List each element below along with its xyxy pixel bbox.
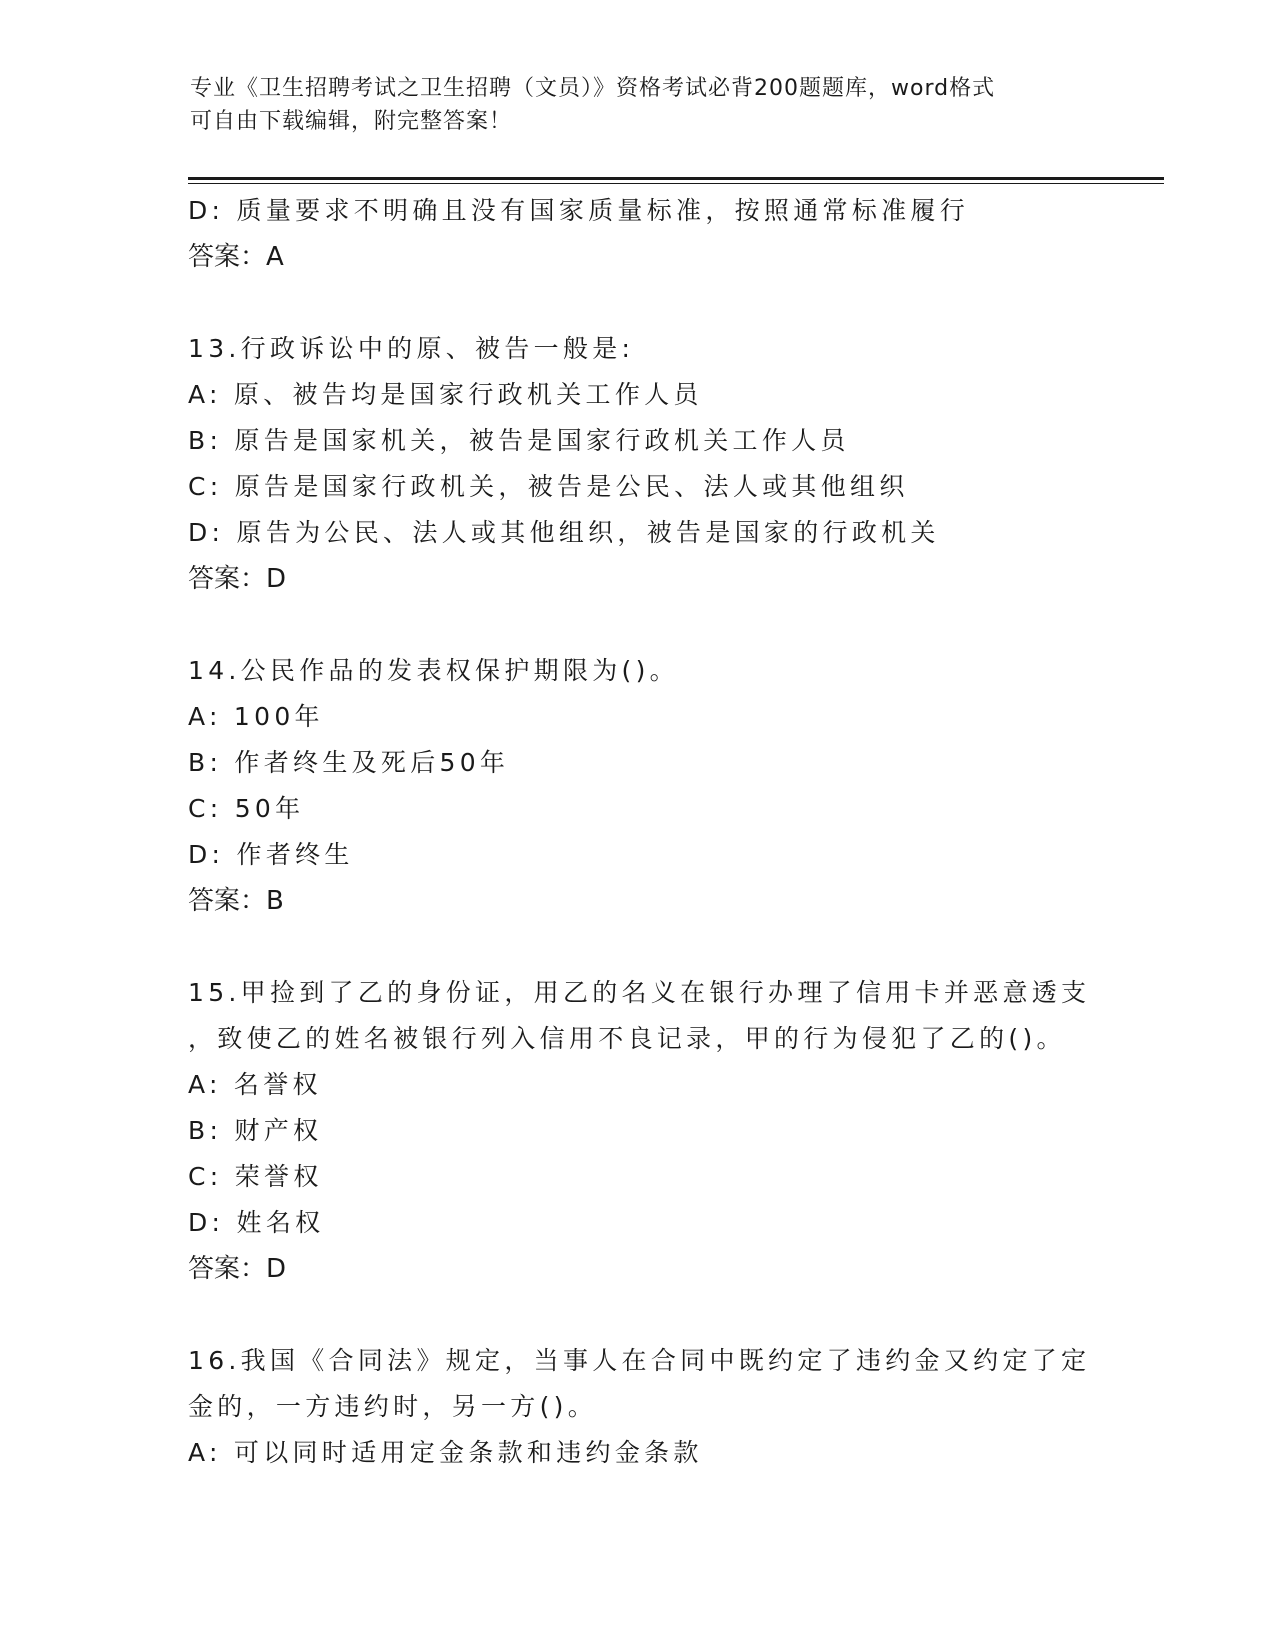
header-divider-thick: [188, 177, 1164, 180]
spacer: [188, 280, 1088, 326]
header-divider-thin: [188, 183, 1164, 184]
question-stem-line-2: ，致使乙的姓名被银行列入信用不良记录，甲的行为侵犯了乙的()。: [188, 1024, 1066, 1053]
option-a: A: 100年: [188, 702, 324, 731]
spacer: [188, 602, 1088, 648]
answer: 答案：B: [188, 886, 284, 916]
header-title-line-1: 专业《卫生招聘考试之卫生招聘（文员）》资格考试必背200题题库，word格式: [190, 76, 996, 101]
answer: 答案：D: [188, 1254, 287, 1284]
question-stem-line-1: 16.我国《合同法》规定，当事人在合同中既约定了违约金又约定了定: [188, 1346, 1091, 1375]
answer: 答案：A: [188, 242, 284, 272]
option-d: D: 姓名权: [188, 1208, 325, 1237]
question-stem-line-2: 金的，一方违约时，另一方()。: [188, 1392, 598, 1421]
question-list: [188, 188, 1091, 1476]
document-header: [190, 72, 1090, 138]
question-stem: 13.行政诉讼中的原、被告一般是:: [188, 334, 635, 363]
question-15: [188, 970, 1091, 1292]
option-c: C: 荣誉权: [188, 1162, 323, 1191]
spacer: [188, 1292, 1088, 1338]
option-d: D: 原告为公民、法人或其他组织，被告是国家的行政机关: [188, 518, 940, 547]
option-b: B: 原告是国家机关，被告是国家行政机关工作人员: [188, 426, 850, 455]
option-b: B: 作者终生及死后50年: [188, 748, 510, 777]
option-c: C: 原告是国家行政机关，被告是公民、法人或其他组织: [188, 472, 909, 501]
question-13: [188, 326, 1088, 602]
option-a: A: 名誉权: [188, 1070, 322, 1099]
option-d: D: 质量要求不明确且没有国家质量标准，按照通常标准履行: [188, 196, 970, 225]
question-stem-line-1: 15.甲捡到了乙的身份证，用乙的名义在银行办理了信用卡并恶意透支: [188, 978, 1091, 1007]
option-a: A: 原、被告均是国家行政机关工作人员: [188, 380, 703, 409]
option-b: B: 财产权: [188, 1116, 323, 1145]
question-14: [188, 648, 1088, 924]
question-stem: 14.公民作品的发表权保护期限为()。: [188, 656, 679, 685]
option-c: C: 50年: [188, 794, 305, 823]
spacer: [188, 924, 1088, 970]
option-a: A: 可以同时适用定金条款和违约金条款: [188, 1438, 703, 1467]
question-12: [188, 188, 1088, 280]
option-d: D: 作者终生: [188, 840, 354, 869]
header-title-line-2: 可自由下载编辑，附完整答案！: [190, 109, 513, 134]
answer: 答案：D: [188, 564, 287, 594]
question-16: [188, 1338, 1091, 1476]
